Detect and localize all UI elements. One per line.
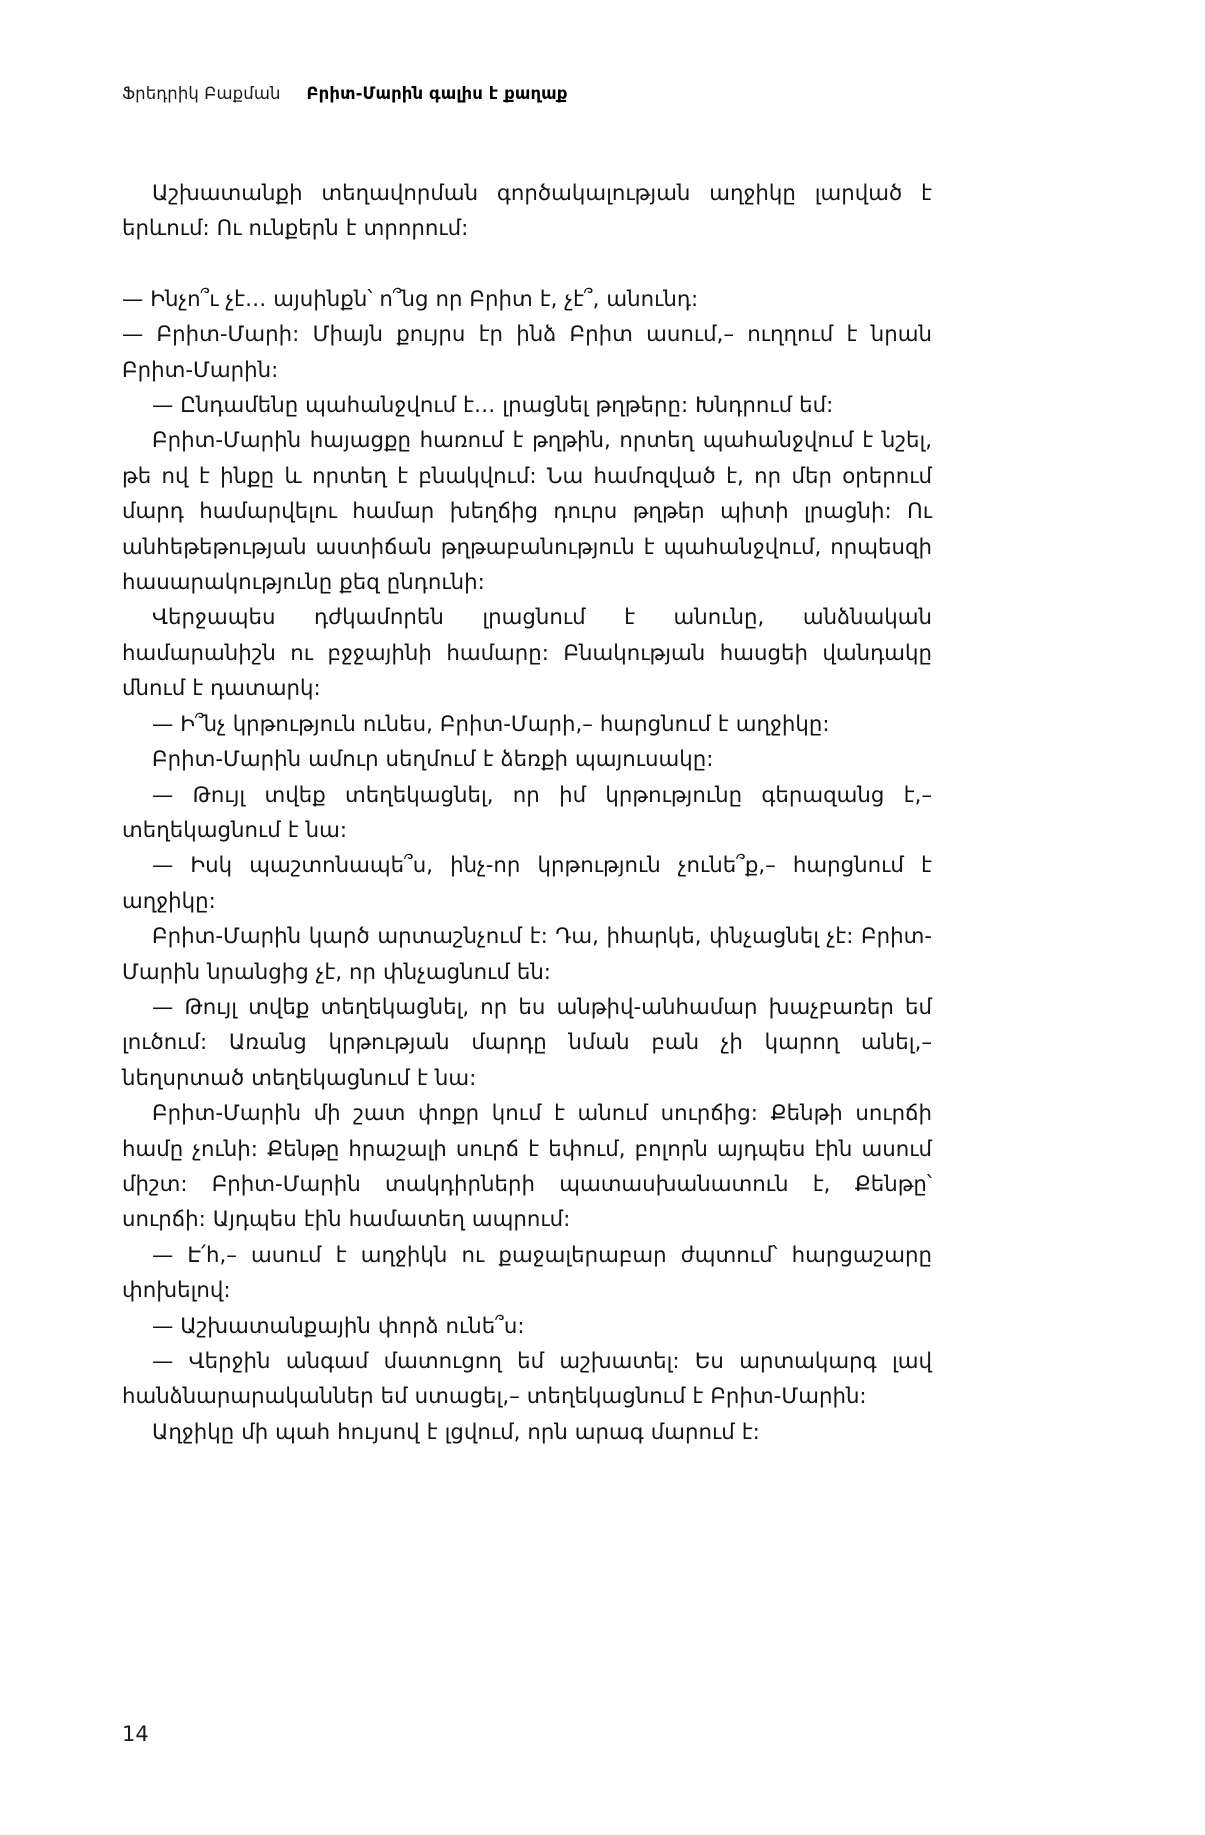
paragraph: — Ի՞նչ կրթություն ունես, Բրիտ-Մարի,– հարցնում է աղջիկը:: [152, 711, 830, 737]
paragraph: — Է՛հ,– ասում է աղջիկն ու քաջալերաբար ժպտում՝ հարցաշարը փոխելով:: [122, 1242, 932, 1304]
paragraph: — Ընդամենը պահանջվում է… լրացնել թղթերը: Խնդրում եմ:: [152, 393, 834, 419]
running-head-title: Բրիտ-Մարին գալիս է քաղաք: [306, 84, 568, 103]
paragraph: Բրիտ-Մարին հայացքը հառում է թղթին, որտեղ պահանջվում է նշել, թե ով է ինքը և որտեղ է բնակվում: Նա համոզված է, որ մեր օրերում մարդ համարվելու համար խեղճից դուրս թղթեր պիտի լրացնի: Ու անհեթեթության աստիճան թղթաբանություն է պահանջվում, որպեսզի հասարակությունը քեզ ընդունի:: [122, 428, 932, 596]
paragraph: — Աշխատանքային փորձ ունե՞ս:: [152, 1313, 525, 1339]
running-head: [122, 84, 962, 103]
paragraph: — Վերջին անգամ մատուցող եմ աշխատել: Ես արտակարգ լավ հանձնարարականներ եմ ստացել,– տեղեկացնում է Բրիտ-Մարին:: [122, 1349, 932, 1410]
paragraph: — Իսկ պաշտոնապե՞ս, ինչ-որ կրթություն չունե՞ք,– հարցնում է աղջիկը:: [122, 853, 932, 914]
paragraph: Բրիտ-Մարին ամուր սեղմում է ձեռքի պայուսակը:: [152, 747, 714, 773]
paragraph: — Բրիտ-Մարի: Միայն քույրս էր ինձ Բրիտ ասում,– ուղղում է նրան Բրիտ-Մարին:: [122, 322, 932, 383]
paragraph: Վերջապես դժկամորեն լրացնում է անունը, անձնական համարանիշն ու բջջայինի համարը: Բնակության հասցեի վանդակը մնում է դատարկ:: [122, 605, 932, 702]
running-head-author: Ֆրեդրիկ Բաքման: [122, 84, 281, 103]
body-text-block: [122, 176, 932, 1450]
paragraph: Բրիտ-Մարին կարծ արտաշնչում է: Դա, իհարկե, փնչացնել չէ: Բրիտ-Մարին նրանցից չէ, որ փնչացնում են:: [122, 924, 932, 985]
paragraph: — Ինչո՞ւ չէ… այսինքն՝ ո՞նց որ Բրիտ է, չէ՞, անունդ:: [122, 286, 699, 312]
paragraph: — Թույլ տվեք տեղեկացնել, որ իմ կրթությունը գերազանց է,– տեղեկացնում է նա:: [122, 782, 932, 843]
page-number: 14: [122, 1722, 149, 1746]
paragraph: — Թույլ տվեք տեղեկացնել, որ ես անթիվ-անհամար խաչբառեր եմ լուծում: Առանց կրթության մարդը նման բան չի կարող անել,– նեղսրտած տեղեկացնում է նա:: [122, 994, 932, 1091]
paragraph: Աղջիկը մի պահ հույսով է լցվում, որն արագ մարում է:: [152, 1419, 760, 1445]
paragraph: Աշխատանքի տեղավորման գործակալության աղջիկը լարված է երևում: Ու ունքերն է տրորում:: [122, 181, 932, 242]
paragraph: Բրիտ-Մարին մի շատ փոքր կում է անում սուրճից: Քենթի սուրճի համը չունի: Քենթը հրաշալի սուրճ է եփում, բոլորն այդպես էին ասում միշտ: Բրիտ-Մարին տակդիրների պատասխանատուն է, Քենթը՝ սուրճի: Այդպես էին համատեղ ապրում:: [122, 1101, 932, 1233]
